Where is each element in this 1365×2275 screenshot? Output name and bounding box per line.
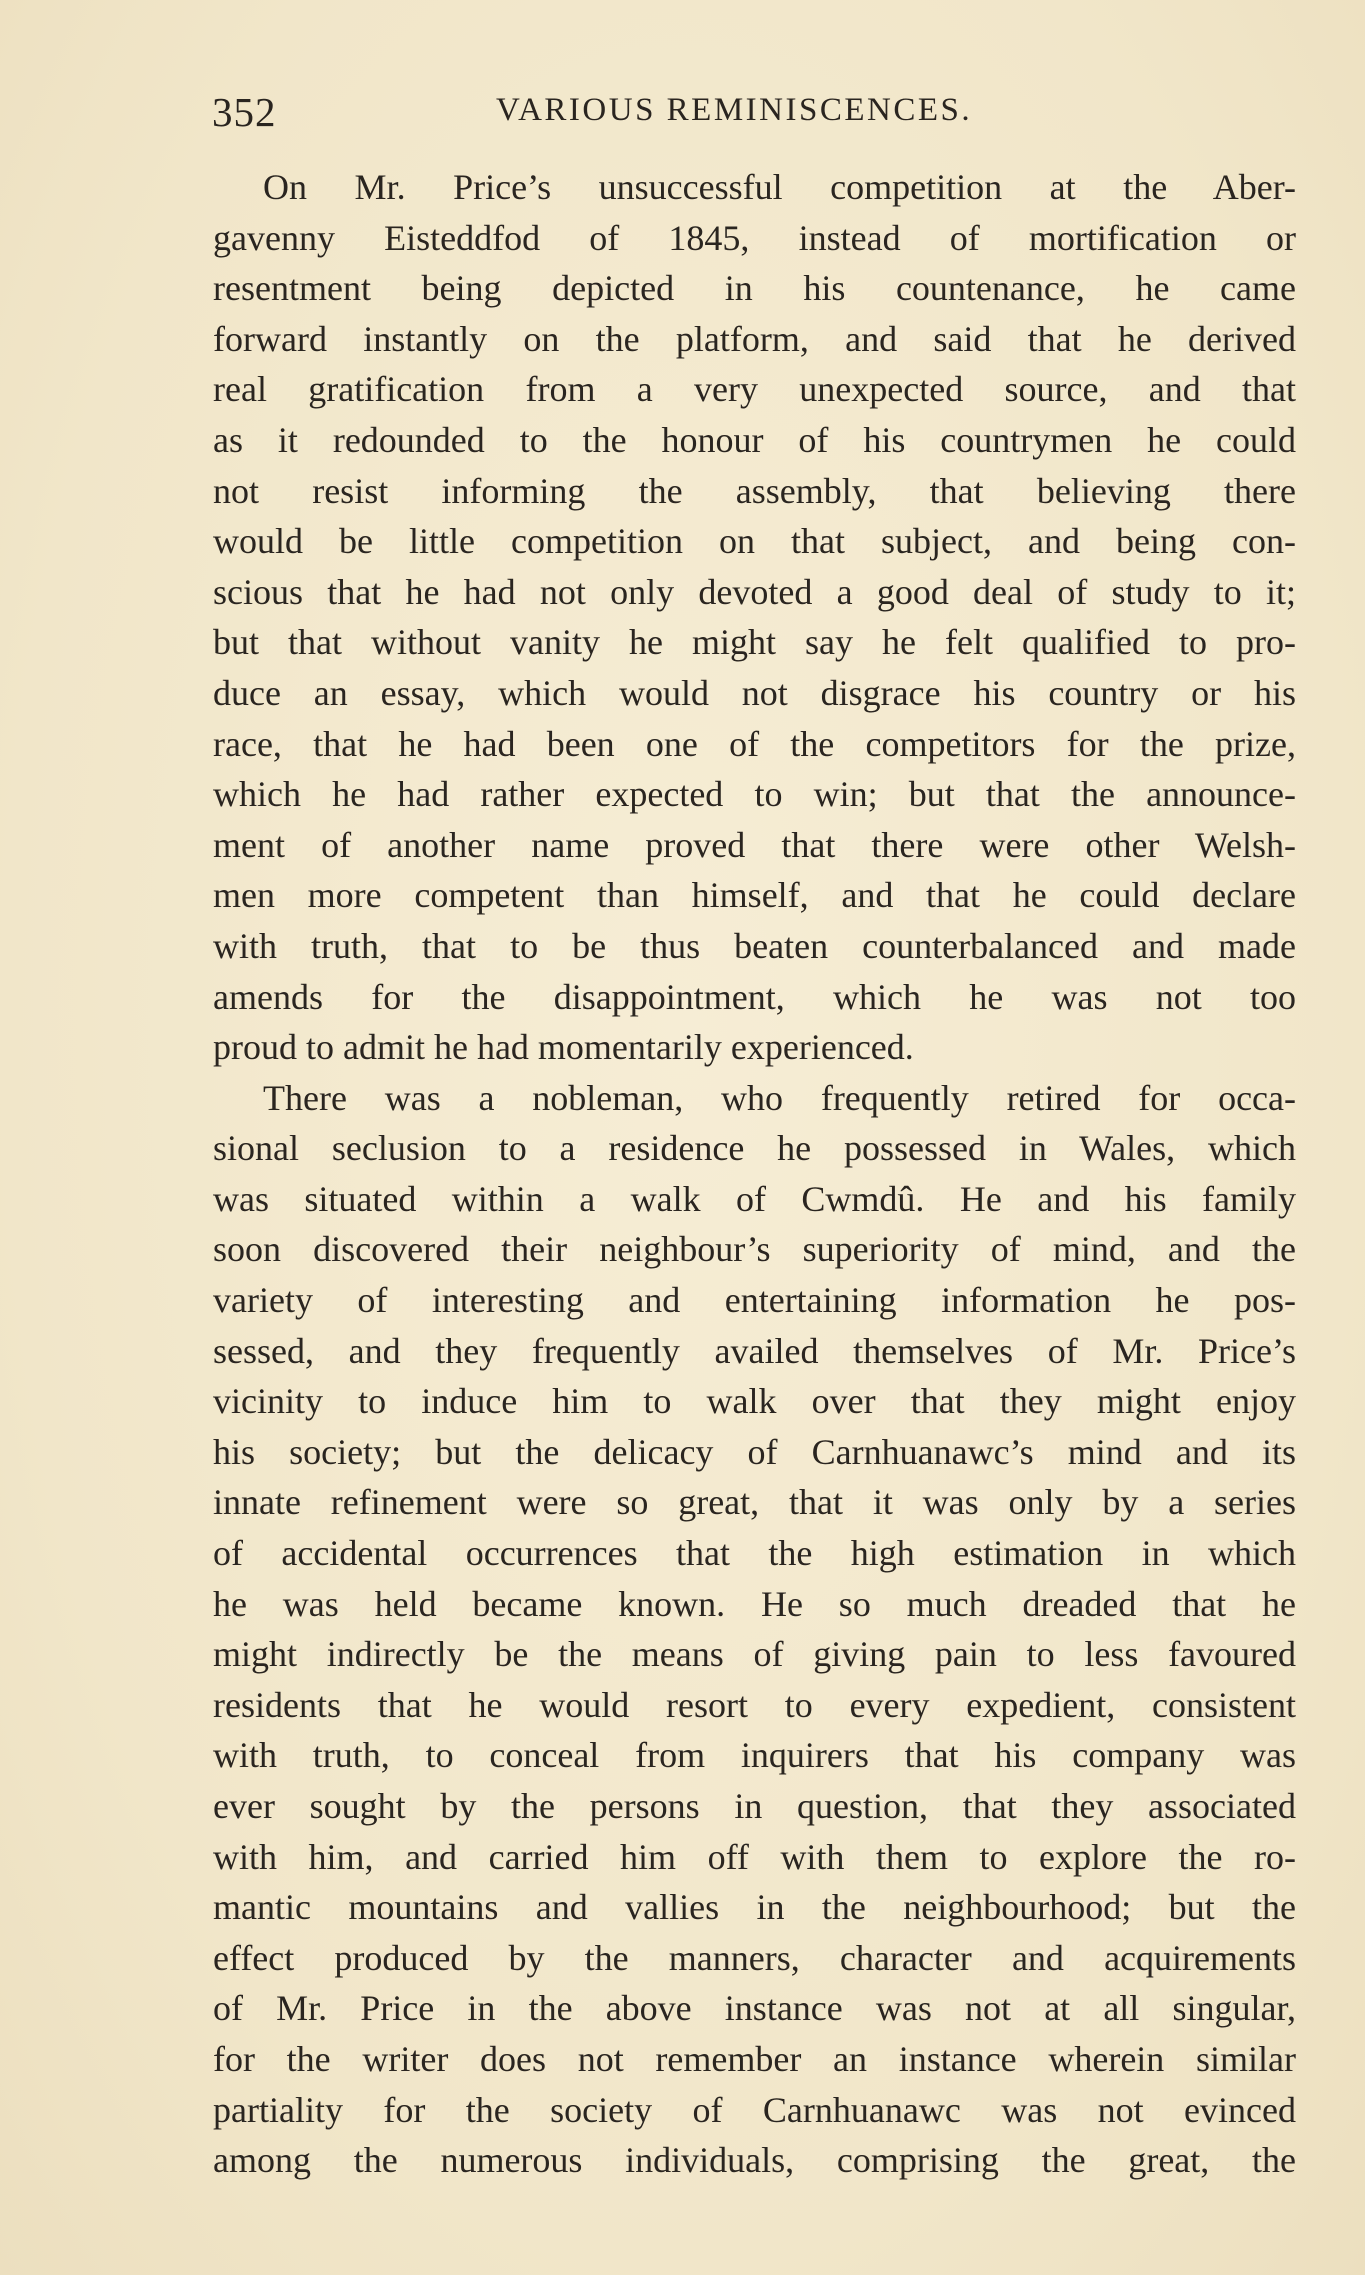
- text-line: of accidental occurrences that the high estimation in which: [213, 1533, 1296, 1574]
- page-number: 352: [212, 89, 277, 135]
- text-line: men more competent than himself, and that he could declare: [213, 875, 1296, 916]
- text-line: sessed, and they frequently availed themselves of Mr. Price’s: [213, 1330, 1296, 1371]
- text-line: he was held became known. He so much dreaded that he: [213, 1583, 1296, 1624]
- text-line: duce an essay, which would not disgrace his country or his: [213, 672, 1296, 713]
- text-line: effect produced by the manners, character and acquirements: [213, 1937, 1296, 1978]
- text-line: with him, and carried him off with them to explore the ro-: [213, 1836, 1296, 1877]
- paragraph-1: [213, 162, 1296, 1073]
- running-head: VARIOUS REMINISCENCES.: [496, 92, 973, 128]
- text-line: partiality for the society of Carnhuanawc was not evinced: [213, 2089, 1296, 2130]
- text-line: among the numerous individuals, comprising the great, the: [213, 2140, 1296, 2181]
- page-header: [212, 88, 1292, 148]
- text-line: real gratification from a very unexpected source, and that: [213, 369, 1296, 410]
- text-line: with truth, to conceal from inquirers that his company was: [213, 1735, 1296, 1776]
- text-line: ever sought by the persons in question, that they associated: [213, 1786, 1296, 1826]
- text-line: proud to admit he had momentarily experienced.: [213, 1027, 914, 1068]
- text-line: residents that he would resort to every expedient, consistent: [213, 1684, 1296, 1725]
- text-line: not resist informing the assembly, that believing there: [213, 470, 1296, 511]
- text-line: as it redounded to the honour of his countrymen he could: [213, 419, 1296, 460]
- text-line: resentment being depicted in his countenance, he came: [213, 268, 1296, 309]
- text-line: of Mr. Price in the above instance was not at all singular,: [213, 1988, 1296, 2029]
- body-text: [213, 162, 1296, 2186]
- text-line: his society; but the delicacy of Carnhuanawc’s mind and its: [213, 1431, 1296, 1472]
- text-line: soon discovered their neighbour’s superiority of mind, and the: [213, 1229, 1296, 1270]
- text-line: with truth, that to be thus beaten counterbalanced and made: [213, 925, 1296, 966]
- text-line: was situated within a walk of Cwmdû. He and his family: [213, 1178, 1296, 1219]
- text-line: for the writer does not remember an instance wherein similar: [213, 2038, 1296, 2079]
- text-line: gavenny Eisteddfod of 1845, instead of mortification or: [213, 217, 1296, 258]
- text-line: amends for the disappointment, which he was not too: [213, 976, 1296, 1017]
- text-line: variety of interesting and entertaining information he pos-: [213, 1280, 1296, 1321]
- text-line: would be little competition on that subject, and being con-: [213, 521, 1296, 562]
- text-line: mantic mountains and vallies in the neighbourhood; but the: [213, 1887, 1296, 1928]
- text-line: might indirectly be the means of giving pain to less favoured: [213, 1634, 1296, 1675]
- text-line: but that without vanity he might say he felt qualified to pro-: [213, 622, 1296, 663]
- text-line: On Mr. Price’s unsuccessful competition at the Aber-: [263, 167, 1296, 207]
- text-line: which he had rather expected to win; but that the announce-: [213, 774, 1296, 815]
- text-line: forward instantly on the platform, and said that he derived: [213, 318, 1296, 359]
- text-line: There was a nobleman, who frequently retired for occa-: [263, 1077, 1296, 1118]
- text-line: scious that he had not only devoted a good deal of study to it;: [213, 571, 1296, 612]
- text-line: innate refinement were so great, that it was only by a series: [213, 1482, 1296, 1523]
- paragraph-2: [213, 1073, 1296, 2186]
- text-line: vicinity to induce him to walk over that they might enjoy: [213, 1381, 1296, 1422]
- text-line: race, that he had been one of the competitors for the prize,: [213, 723, 1296, 764]
- text-line: sional seclusion to a residence he possessed in Wales, which: [213, 1128, 1296, 1169]
- text-line: ment of another name proved that there were other Welsh-: [213, 824, 1296, 865]
